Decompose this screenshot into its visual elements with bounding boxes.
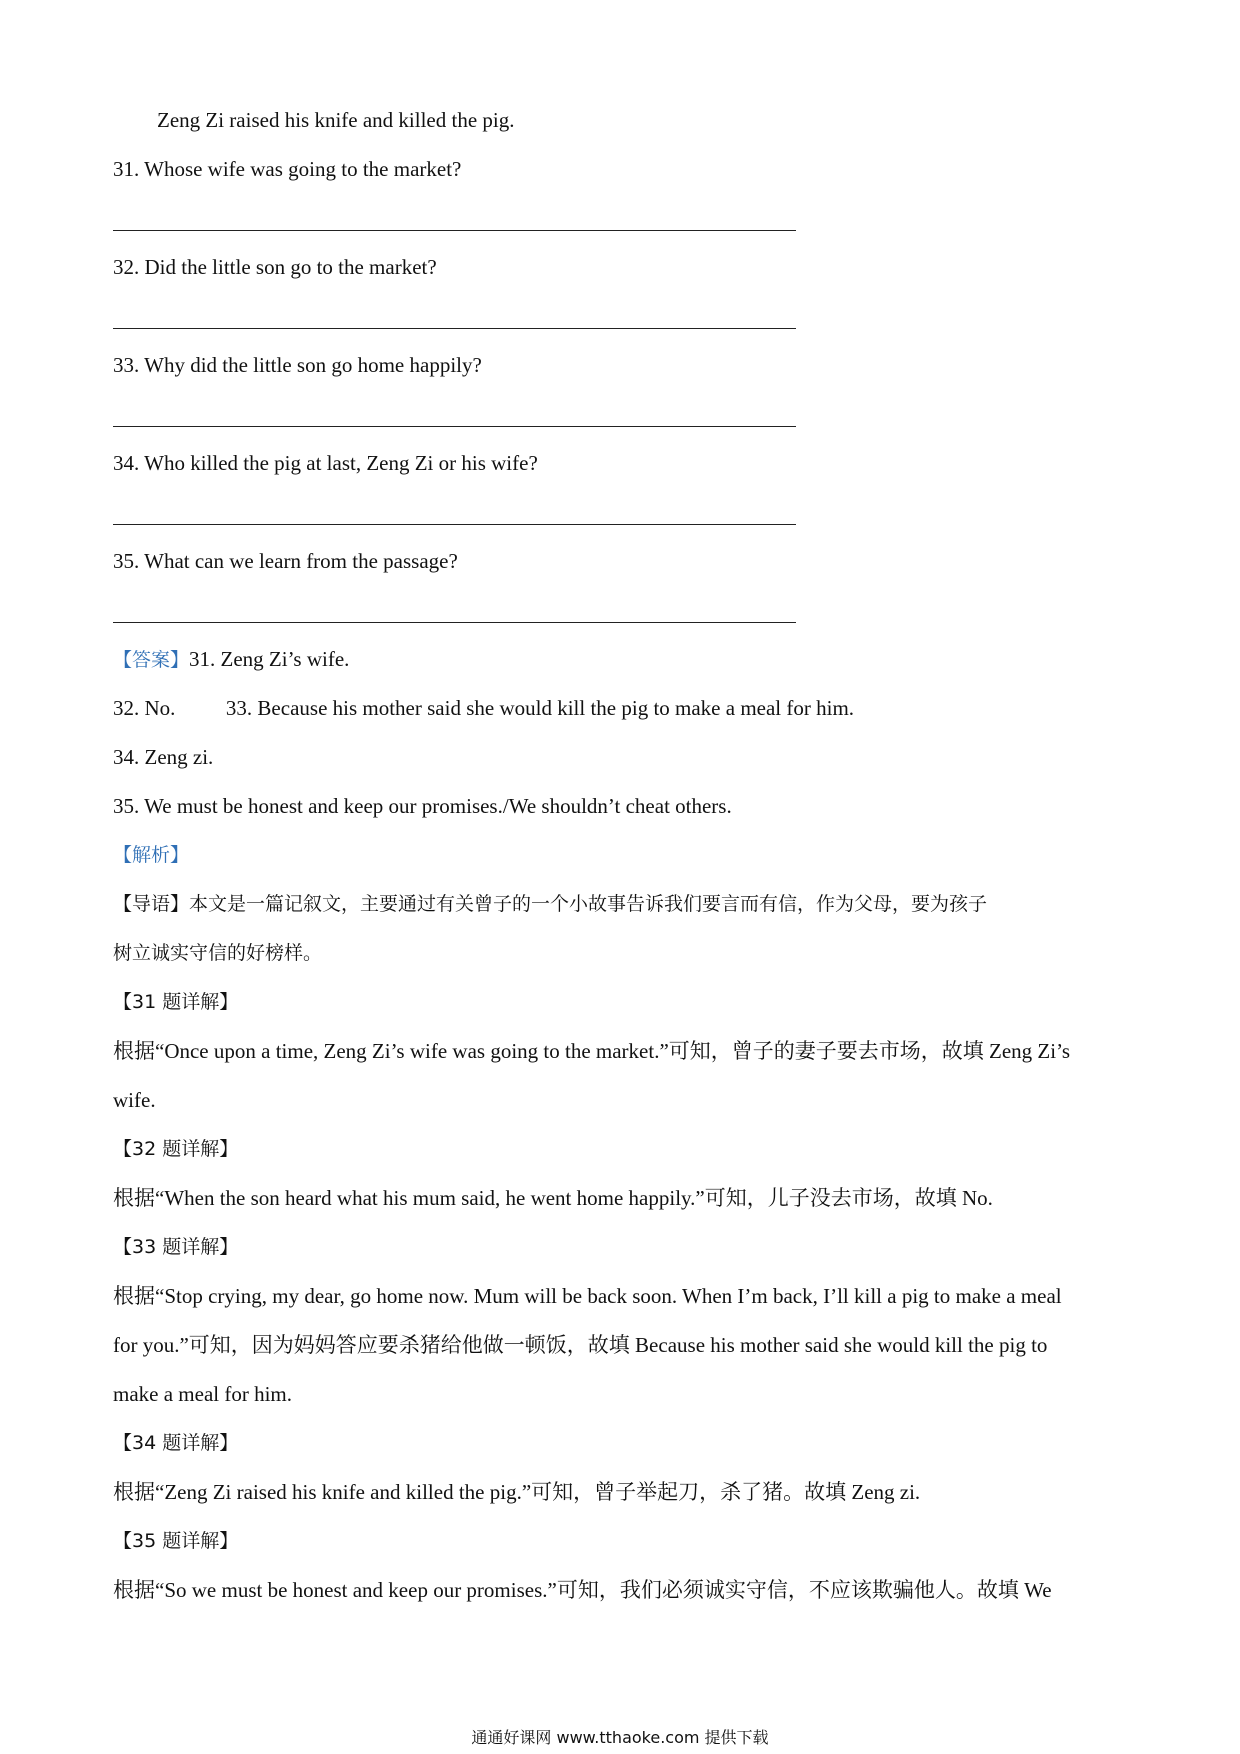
- detail-32-line-1: 根据“When the son heard what his mum said, he went home happily.”可知，儿子没去市场，故填 No.: [113, 1186, 993, 1210]
- detail-33-line-2: for you.”可知，因为妈妈答应要杀猪给他做一顿饭，故填 Because his mother said she would kill the pig to: [113, 1333, 1048, 1357]
- heading-31: 【31 题详解】: [113, 991, 239, 1013]
- detail-35-line-1: 根据“So we must be honest and keep our promises.”可知，我们必须诚实守信，不应该欺骗他人。故填 We: [113, 1578, 1052, 1602]
- question-34: 34. Who killed the pig at last, Zeng Zi or his wife?: [113, 451, 538, 475]
- question-35: 35. What can we learn from the passage?: [113, 549, 458, 573]
- detail-33-line-1: 根据“Stop crying, my dear, go home now. Mum will be back soon. When I’m back, I’ll kill a pig to make a meal: [113, 1284, 1062, 1308]
- heading-32: 【32 题详解】: [113, 1138, 239, 1160]
- answer-blank-35: [113, 622, 796, 623]
- detail-34-line-1: 根据“Zeng Zi raised his knife and killed the pig.”可知，曾子举起刀，杀了猪。故填 Zeng zi.: [113, 1480, 921, 1504]
- detail-31-line-2: wife.: [113, 1088, 156, 1112]
- answer-35: 35. We must be honest and keep our promises./We shouldn’t cheat others.: [113, 794, 732, 818]
- question-32: 32. Did the little son go to the market?: [113, 255, 437, 279]
- answer-32: 32. No.: [113, 696, 176, 720]
- story-last-line: Zeng Zi raised his knife and killed the pig.: [157, 108, 515, 132]
- analysis-tag: 【解析】: [113, 844, 190, 866]
- intro-line-2: 树立诚实守信的好榜样。: [113, 942, 323, 964]
- question-33: 33. Why did the little son go home happily?: [113, 353, 482, 377]
- answer-34: 34. Zeng zi.: [113, 745, 214, 769]
- detail-33-line-3: make a meal for him.: [113, 1382, 293, 1406]
- question-31: 31. Whose wife was going to the market?: [113, 157, 462, 181]
- heading-35: 【35 题详解】: [113, 1530, 239, 1552]
- answer-line-31: [113, 645, 349, 674]
- answer-blank-32: [113, 328, 796, 329]
- answer-blank-34: [113, 524, 796, 525]
- detail-31-line-1: 根据“Once upon a time, Zeng Zi’s wife was going to the market.”可知，曾子的妻子要去市场，故填 Zeng Zi’s: [113, 1039, 1071, 1063]
- page-footer: 通通好课网 www.tthaoke.com 提供下载: [471, 1728, 769, 1747]
- answer-33: 33. Because his mother said she would kill the pig to make a meal for him.: [225, 696, 855, 720]
- heading-34: 【34 题详解】: [113, 1432, 239, 1454]
- answer-tag: 【答案】: [113, 649, 190, 671]
- answer-blank-33: [113, 426, 796, 427]
- answer-blank-31: [113, 230, 796, 231]
- heading-33: 【33 题详解】: [113, 1236, 239, 1258]
- answer-31: 31. Zeng Zi’s wife.: [189, 647, 350, 671]
- answer-line-32-33: [113, 694, 854, 722]
- intro-line-1: 【导语】本文是一篇记叙文，主要通过有关曾子的一个小故事告诉我们要言而有信，作为父母，要为孩子: [113, 893, 988, 915]
